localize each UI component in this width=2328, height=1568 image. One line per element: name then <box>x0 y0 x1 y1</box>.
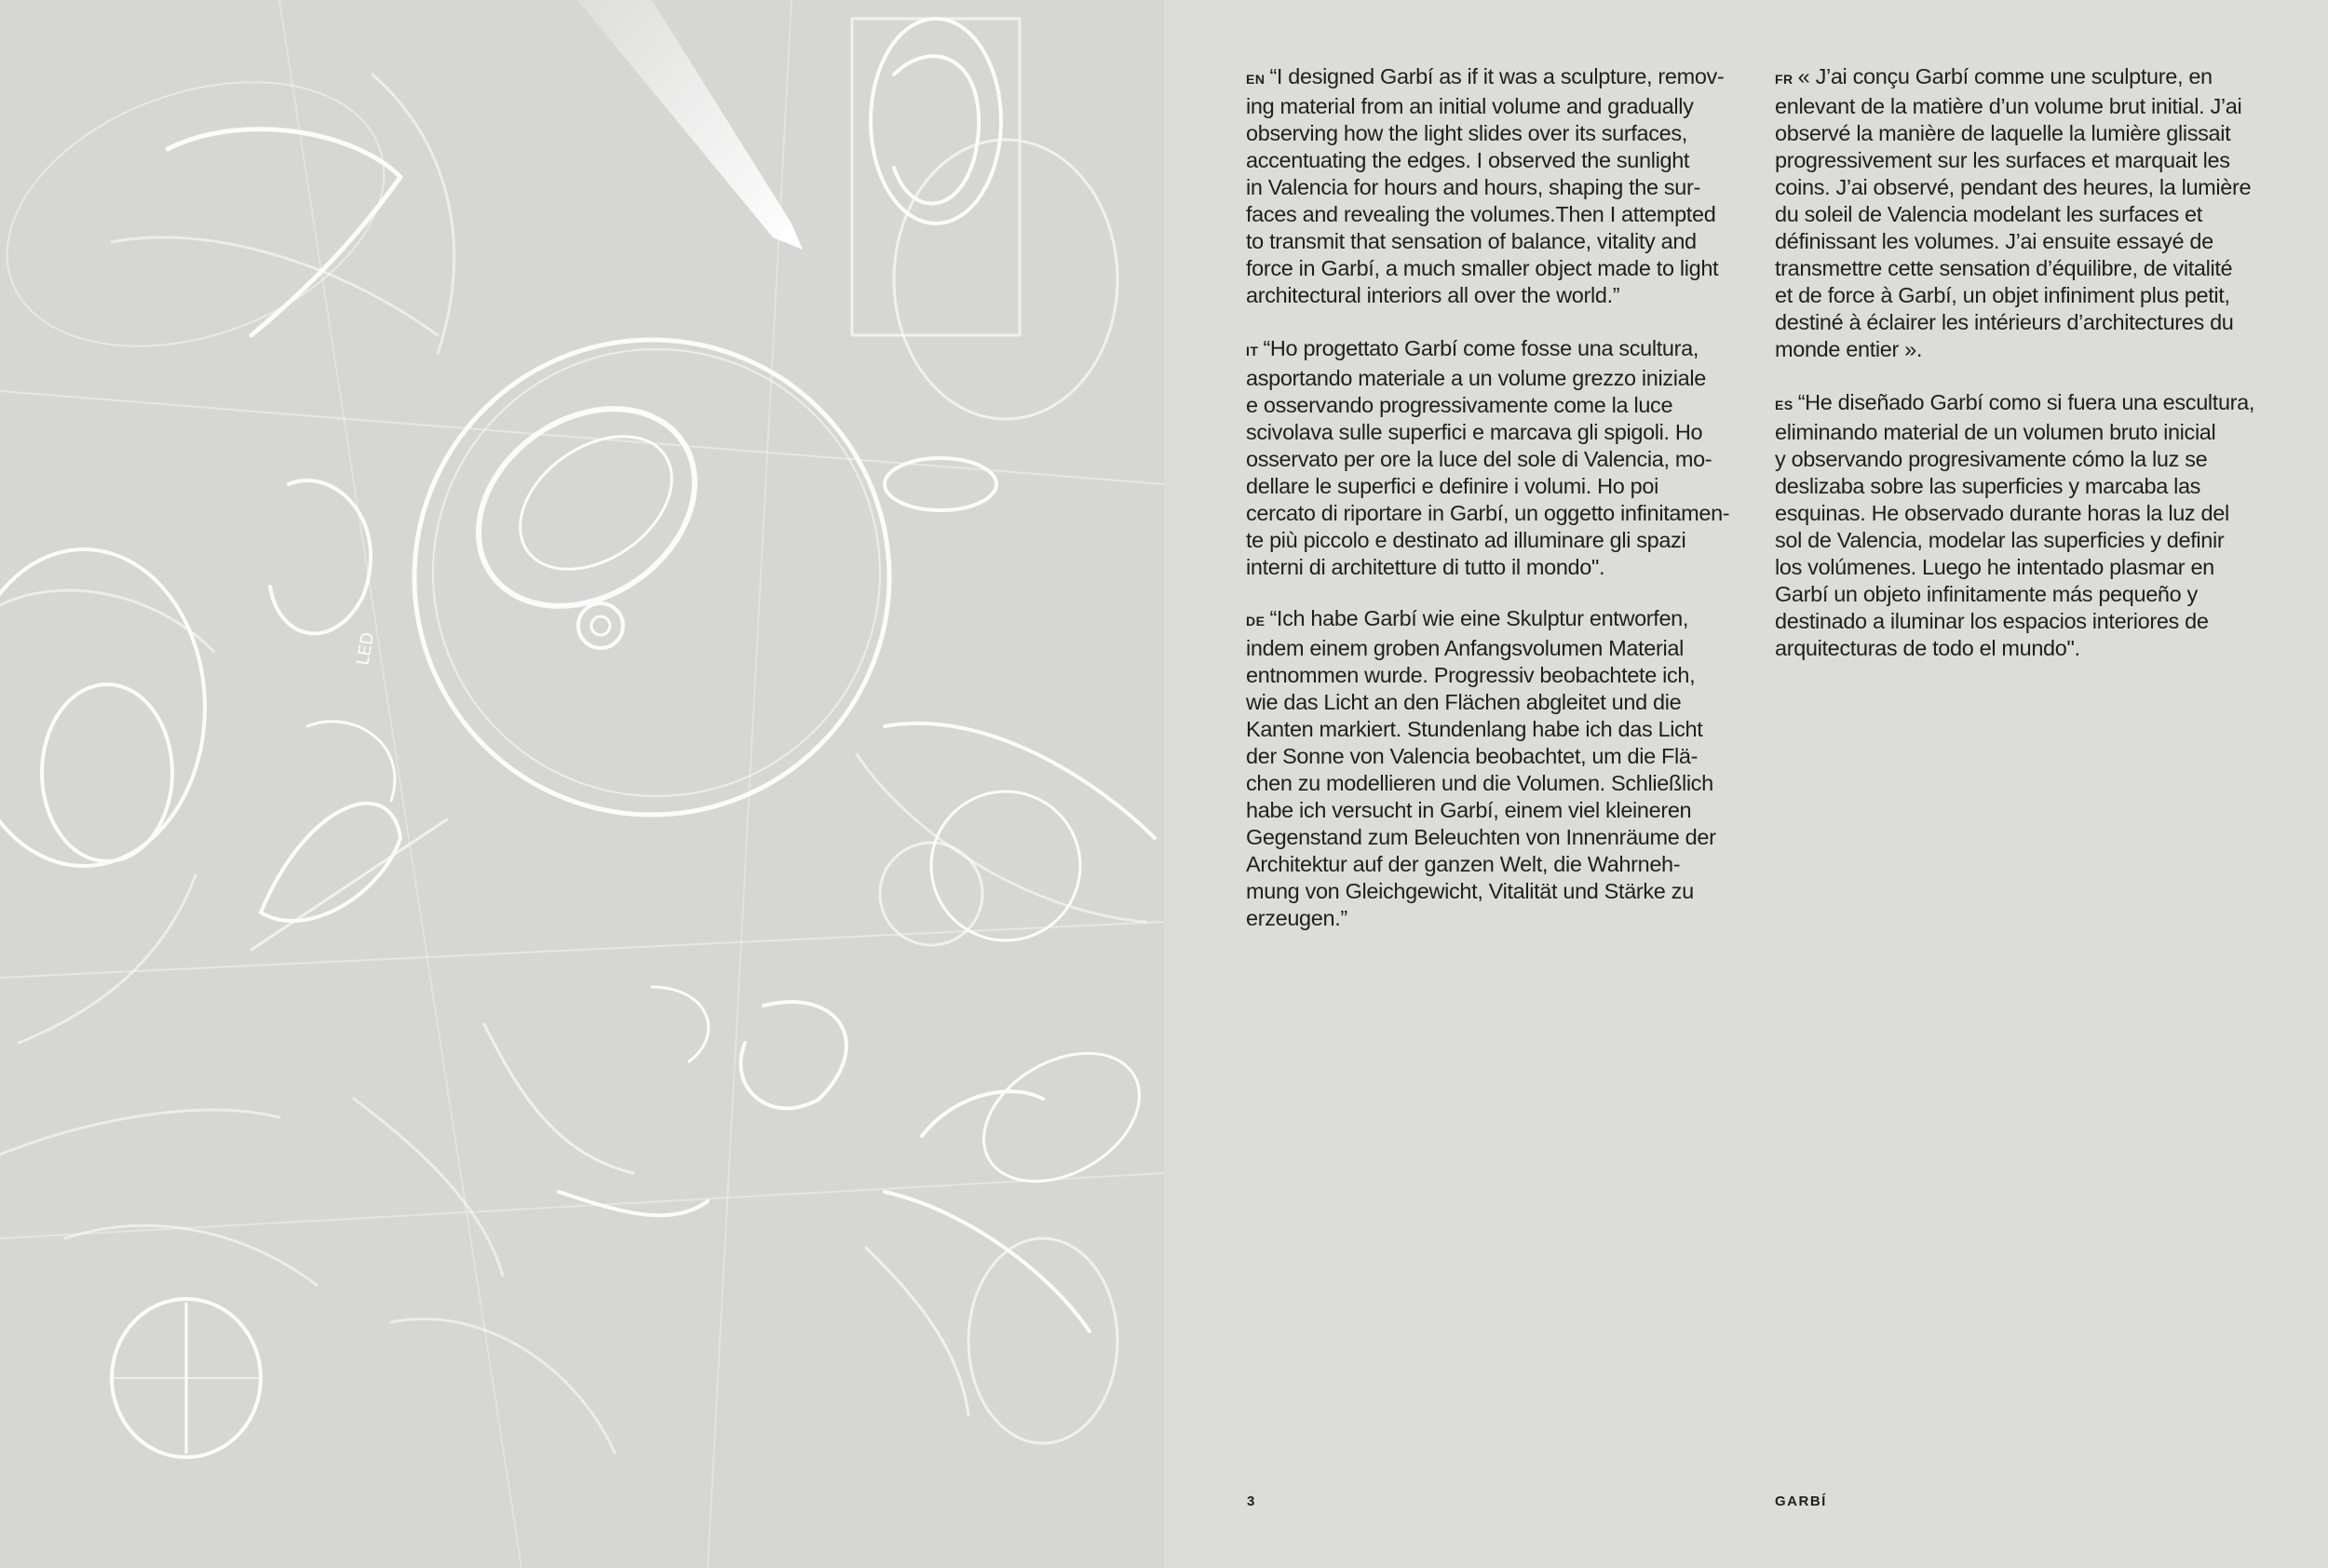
quote-english <box>1246 63 1749 309</box>
language-tag: ES <box>1775 398 1793 412</box>
quote-text: « J’ai conçu Garbí comme une sculpture, en enlevant de la matière d’un volume brut initial. J’ai observé la manière de laquelle la lumière glissait progressivement sur les surfaces et marquait les coins. J’ai observé, pendant des heures, la lumière du soleil de Valencia modelant les surfaces et définissant les volumes. J’ai ensuite essayé de transmettre cette sensation d’équilibre, de vitalité et de force à Garbí, un objet infiniment plus petit, destiné à éclairer les intérieurs d’architectures du monde entier ». <box>1775 64 2252 361</box>
footer-title: GARBÍ <box>1775 1494 1827 1509</box>
pen-icon <box>577 0 803 250</box>
quote-text: “I designed Garbí as if it was a sculpture, remov- ing material from an initial volume and gradually observing how the light slides over its surfaces, accentuating the edges. I observed the sunlight in Valencia for hours and hours, shaping the sur- faces and revealing the volumes.Then I attempted to transmit that sensation of balance, vitality and force in Garbí, a much smaller object made to light architectural interiors all over the world.” <box>1246 64 1725 307</box>
page-number: 3 <box>1247 1494 1256 1509</box>
quote-french <box>1775 63 2278 363</box>
quote-spanish <box>1775 389 2278 662</box>
language-tag: EN <box>1246 72 1266 87</box>
language-tag: DE <box>1246 614 1266 629</box>
quote-text: “Ich habe Garbí wie eine Skulptur entworfen, indem einem groben Anfangsvolumen Material entnommen wurde. Progressiv beobachtete ich, wie das Licht an den Flächen abgleitet und die Kanten markiert. Stundenlang habe ich das Licht der Sonne von Valencia beobachtet, um die Flä- chen zu modellieren und die Volumen. Schließlich habe ich versucht in Garbí, einem viel kleineren Gegenstand zum Beleuchten von Innenräume der Architektur auf der ganzen Welt, die Wahrneh- mung von Gleichgewicht, Vitalität und Stärke zu erzeugen.” <box>1246 606 1716 930</box>
quote-german <box>1246 605 1749 932</box>
quote-text: “He diseñado Garbí como si fuera una escultura, eliminando material de un volumen bruto inicial y observando progresivamente cómo la luz se deslizaba sobre las superficies y marcaba las esquinas. He observado durante horas la luz del sol de Valencia, modelar las superficies y definir los volúmenes. Luego he intentado plasmar en Garbí un objeto infinitamente más pequeño y destinado a iluminar los espacios interiores de arquitecturas de todo el mundo". <box>1775 390 2255 660</box>
quote-italian <box>1246 335 1749 581</box>
language-tag: FR <box>1775 72 1793 87</box>
language-tag: IT <box>1246 344 1259 358</box>
quote-text: “Ho progettato Garbí come fosse una scultura, asportando materiale a un volume grezzo iniziale e osservando progressivamente come la luce scivolava sulle superfici e marcava gli spigoli. Ho osservato per ore la luce del sole di Valencia, mo- dellare le superfici e definire i volumi. Ho poi cercato di riportare in Garbí, un oggetto infinitamen- te più piccolo e destinato ad illuminare gli spazi interni di architetture di tutto il mondo". <box>1246 336 1730 579</box>
led-annotation: LED <box>353 630 378 667</box>
